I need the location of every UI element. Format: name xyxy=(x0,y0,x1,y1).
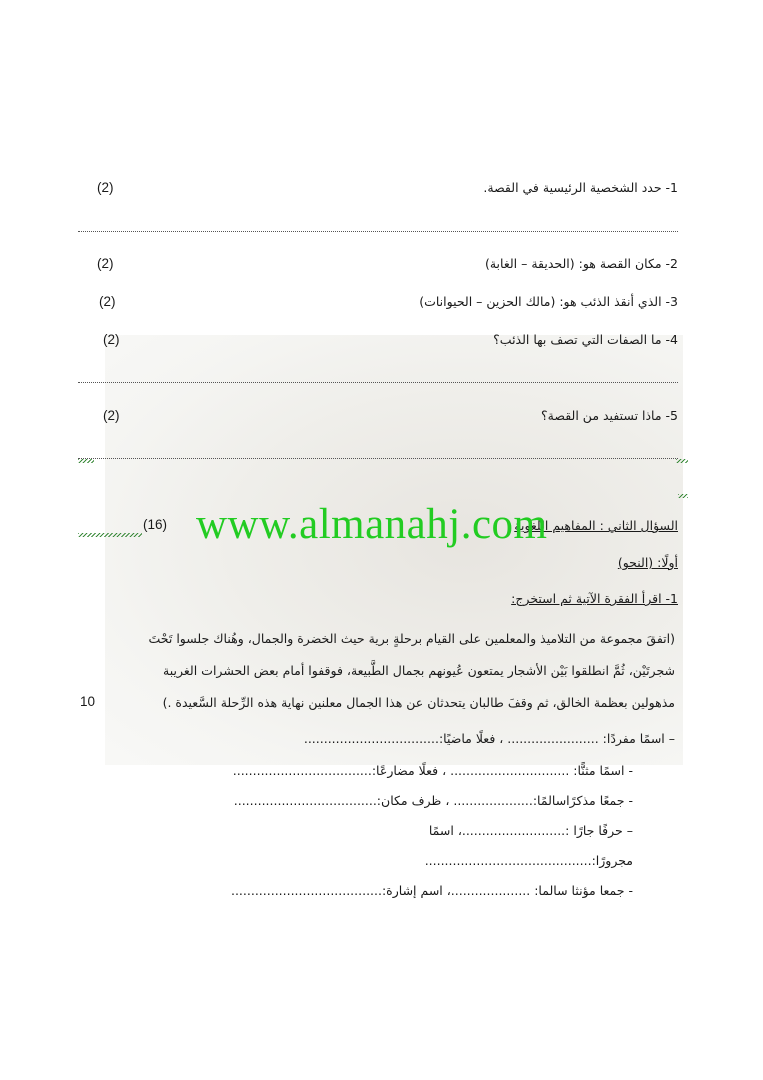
paragraph-line-2: شجرتَيْن، ثُمَّ انطلقوا بَيْن الأشجار يمتعون عُيونهم بجمال الطَّبيعة، فوقفوا أمام بعض الحشرات الغريبة xyxy=(163,663,675,678)
spell-mark xyxy=(78,459,94,463)
question-5-score: (2) xyxy=(103,408,120,423)
question-3: 3- الذي أنقذ الذئب هو: (مالك الحزين – الحيوانات) xyxy=(419,294,678,309)
answer-line-4 xyxy=(78,382,678,383)
instruction: 1- اقرأ الفقرة الآتية ثم استخرج: xyxy=(511,591,678,606)
paragraph-score: 10 xyxy=(80,694,96,709)
part-1-heading: أولًا: (النحو) xyxy=(617,555,678,570)
paragraph-line-3: مذهولين بعظمة الخالق، ثم وقفَ طالبان يتحدثان عن هذا الجمال معلنين نهاية هذه الرِّحلة السَّعيدة .) xyxy=(162,695,675,710)
question-2: 2- مكان القصة هو: (الحديقة – الغابة) xyxy=(484,256,678,271)
question-1: 1- حدد الشخصية الرئيسية في القصة. xyxy=(483,180,678,195)
spell-mark xyxy=(78,533,142,537)
extract-item-3: - جمعًا مذكرًاسالمًا:.................... ، ظرف مكان:.................................... xyxy=(233,793,633,808)
question-2-score: (2) xyxy=(97,256,114,271)
answer-line-1 xyxy=(78,231,678,232)
extract-item-2: - اسمًا مثنًّا: .............................. ، فعلًا مضارعًا:................................... xyxy=(232,763,633,778)
question-4-score: (2) xyxy=(103,332,120,347)
section-2-title: السؤال الثاني : المفاهيم اللغوية xyxy=(514,518,678,533)
extract-item-1: – اسمًا مفردًا: ....................... ، فعلًا ماضيًا:.................................. xyxy=(303,731,675,746)
extract-item-4: – حرفًا جارًا :..........................، اسمًا xyxy=(428,823,633,838)
section-2-score: (16) xyxy=(143,517,168,532)
question-3-score: (2) xyxy=(99,294,116,309)
question-1-score: (2) xyxy=(97,180,114,195)
question-5: 5- ماذا تستفيد من القصة؟ xyxy=(541,408,678,423)
extract-item-6: - جمعا مؤنثا سالما: ....................، اسم إشارة:...................................... xyxy=(230,883,633,898)
extract-item-5: مجرورًا:.......................................... xyxy=(424,853,633,868)
spell-mark xyxy=(676,459,688,463)
answer-line-5 xyxy=(78,458,678,459)
spell-mark xyxy=(678,494,688,498)
watermark: www.almanahj.com xyxy=(196,501,548,548)
question-4: 4- ما الصفات التي تصف بها الذئب؟ xyxy=(493,332,678,347)
paragraph-line-1: (اتفقَ مجموعة من التلاميذ والمعلمين على القيام برحلةٍ برية حيث الخضرة والجمال، وهُناك جلسوا تَحْتَ xyxy=(148,631,675,646)
